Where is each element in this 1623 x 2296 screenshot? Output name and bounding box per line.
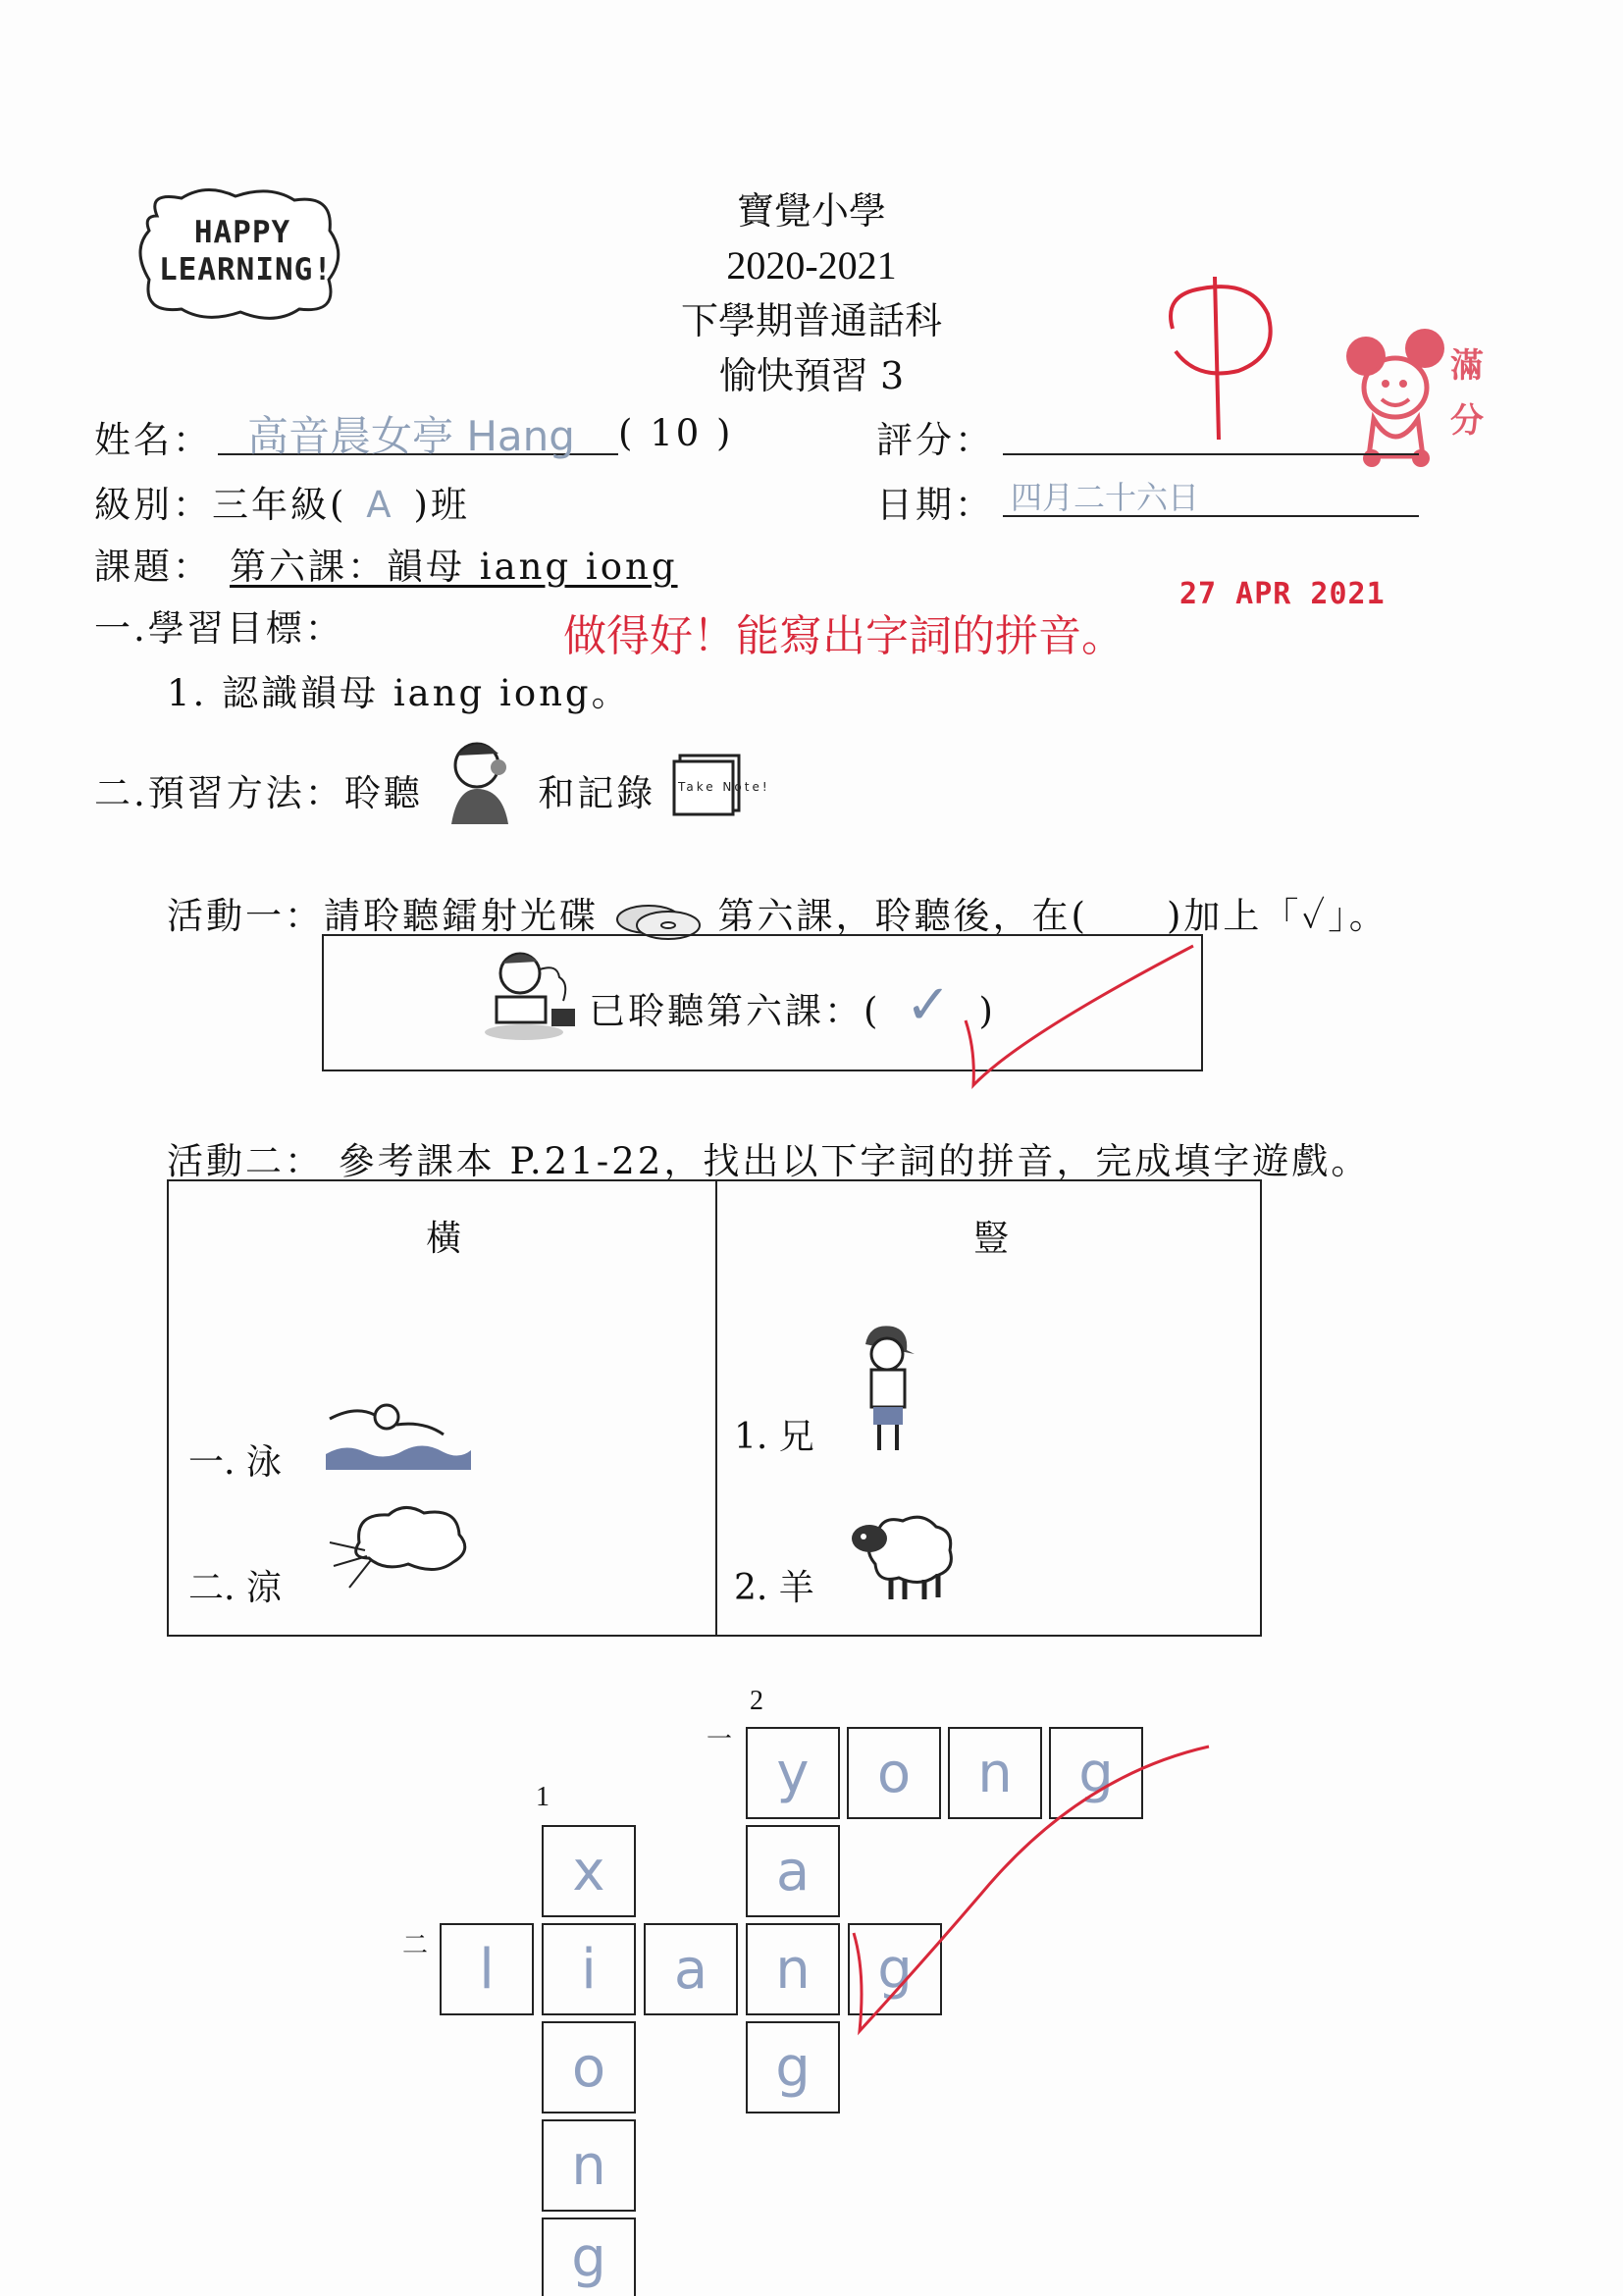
sheep-icon	[848, 1505, 956, 1603]
section2-heading	[94, 763, 770, 826]
activity2-instruction: 活動二： 參考課本 P.21-22，找出以下字詞的拼音，完成填字遊戲。	[167, 1140, 1371, 1182]
listening-check-text-post: )	[978, 990, 996, 1032]
clue-table	[167, 1179, 1262, 1637]
score-label: 評分：	[876, 419, 994, 461]
class-label-post: )班	[413, 484, 470, 526]
date-value: 四月二十六日	[1011, 479, 1200, 516]
swimmer-icon	[326, 1395, 473, 1474]
crossword-number-down-2: 2	[750, 1686, 763, 1716]
crossword-cell[interactable]: l	[440, 1923, 534, 2015]
grade-mark	[1158, 275, 1285, 442]
topic-label: 課題：	[94, 546, 212, 588]
listening-check-mark: ✓	[905, 973, 955, 1037]
take-note-label: Take Note!	[678, 779, 770, 794]
clue-across-1: 一. 泳	[188, 1442, 282, 1483]
crossword-cell[interactable]: a	[644, 1923, 738, 2015]
crossword-mark-across-1: 一	[707, 1725, 733, 1754]
clue-down-1: 1. 兄	[734, 1417, 814, 1457]
listening-boy-icon	[438, 767, 524, 826]
clue-table-divider	[715, 1181, 717, 1635]
crossword-cell[interactable]: y	[746, 1727, 840, 1819]
crossword-number-down-1: 1	[536, 1782, 550, 1812]
objective-item-1: 1. 認識韻母 iang iong。	[167, 672, 631, 714]
red-tick-crossword	[844, 1737, 1217, 2090]
crossword-cell[interactable]: g	[848, 1923, 942, 2015]
listening-check-text-pre: 已聆聽第六課：(	[589, 990, 881, 1032]
crossword-cell[interactable]: g	[746, 2021, 840, 2113]
teacher-comment: 做得好！能寫出字詞的拼音。	[563, 611, 1125, 661]
school-year: 2020-2021	[726, 243, 897, 287]
crossword-cell[interactable]: a	[746, 1825, 840, 1917]
reading-child-icon	[481, 944, 583, 1042]
logo-text: HAPPY LEARNING!	[159, 215, 333, 287]
term-subject: 下學期普通話科	[680, 299, 942, 342]
class-value: A	[366, 484, 394, 526]
crossword-cell[interactable]: o	[542, 2021, 636, 2113]
class-label-pre: 級別：三年級(	[94, 484, 347, 526]
column-header-across: 橫	[426, 1219, 462, 1259]
section2-heading-mid: 和記錄	[538, 772, 656, 814]
boy-with-cap-icon	[850, 1321, 928, 1458]
crossword-cell[interactable]: x	[542, 1825, 636, 1917]
crossword-cell[interactable]: g	[542, 2218, 636, 2296]
sheet-title: 愉快預習 3	[718, 354, 905, 397]
school-name: 寶覺小學	[736, 189, 886, 233]
crossword-cell[interactable]: n	[746, 1923, 840, 2015]
activity1-instruction-post: 第六課，聆聽後，在( )加上「✓」。	[717, 895, 1388, 937]
name-label: 姓名：	[94, 419, 212, 461]
name-value: 高音晨女亭 Hang	[247, 412, 575, 460]
score-underline	[1003, 453, 1419, 455]
class-number: ( 10 )	[618, 412, 734, 454]
activity1-instruction-pre: 活動一：請聆聽鐳射光碟	[167, 895, 599, 937]
date-label: 日期：	[876, 484, 994, 526]
stamp-text: 滿分	[1450, 346, 1484, 441]
topic-value: 第六課：韻母 iang iong	[230, 546, 678, 588]
clue-across-2: 二. 涼	[188, 1568, 282, 1608]
section1-heading: 一.學習目標：	[94, 607, 344, 650]
crossword-cell[interactable]: n	[542, 2119, 636, 2212]
crossword-cell[interactable]: o	[847, 1727, 941, 1819]
crossword-cell[interactable]: i	[542, 1923, 636, 2015]
date-stamp: 27 APR 2021	[1179, 577, 1386, 611]
clue-down-2: 2. 羊	[734, 1568, 814, 1608]
take-note-icon	[670, 767, 770, 826]
crossword-mark-across-2: 二	[402, 1931, 429, 1960]
crossword-cell[interactable]: g	[1049, 1727, 1143, 1819]
red-tick-activity1	[962, 942, 1197, 1089]
class-label	[94, 475, 470, 528]
wind-cloud-icon	[326, 1501, 473, 1599]
section2-heading-pre: 二.預習方法：聆聽	[94, 772, 423, 814]
cd-icon	[613, 900, 704, 939]
listening-check-line	[589, 973, 996, 1037]
crossword-cell[interactable]: n	[948, 1727, 1042, 1819]
activity1-instruction	[167, 886, 1388, 939]
column-header-down: 豎	[973, 1219, 1010, 1259]
